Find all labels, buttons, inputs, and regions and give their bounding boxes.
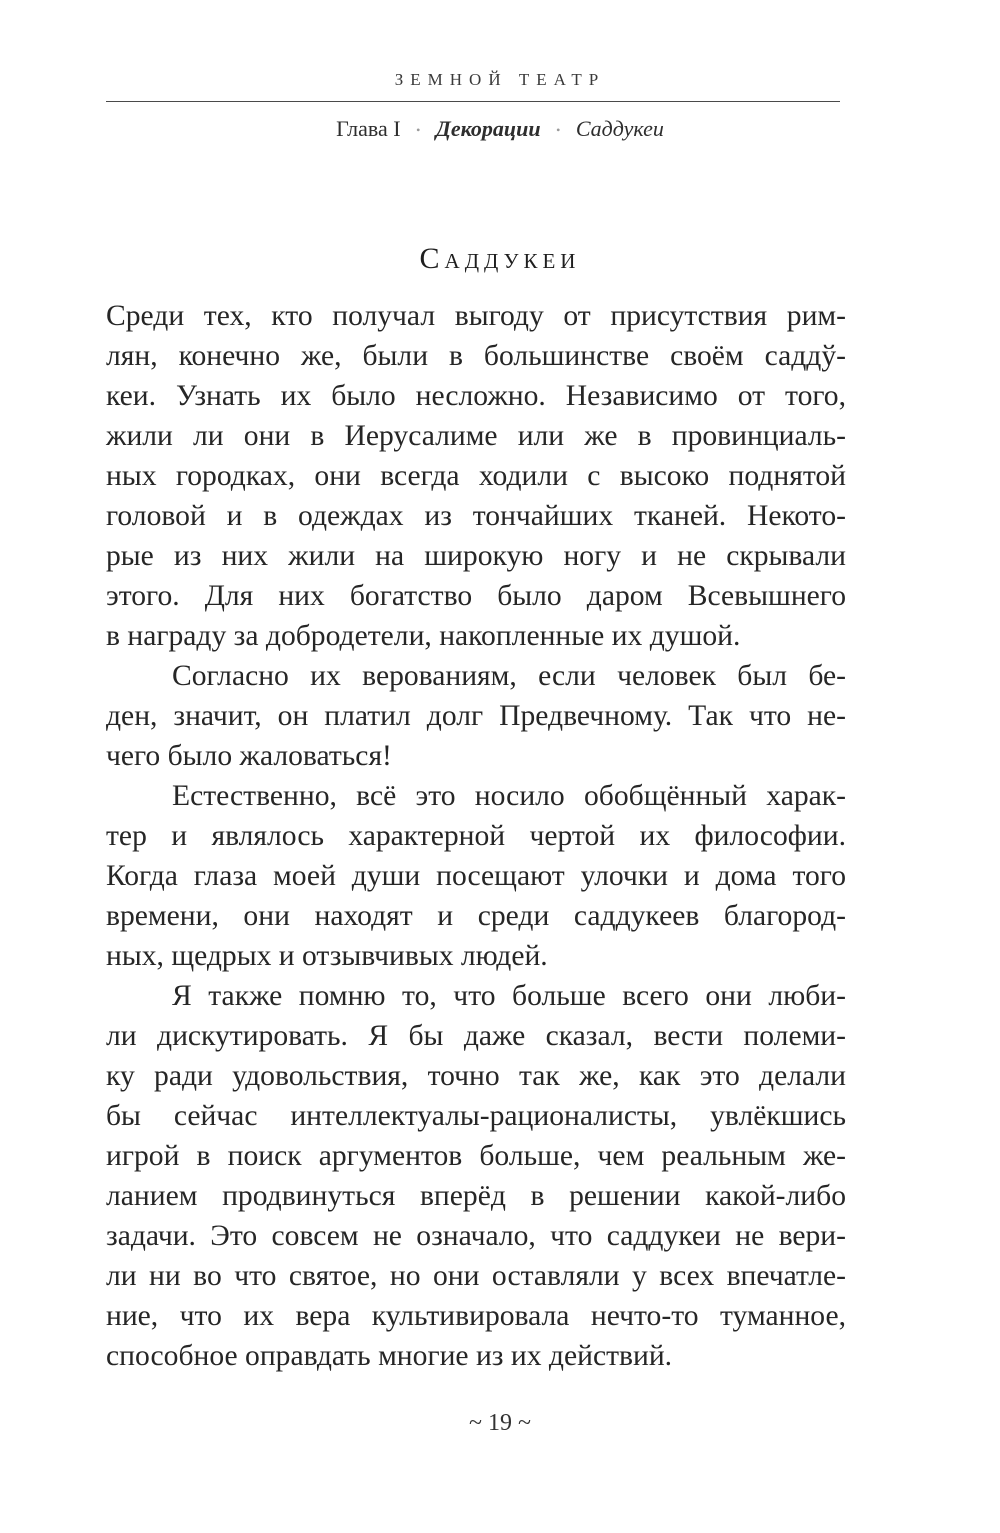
text-line: ние, что их вера культивировала нечто-то туманное, bbox=[106, 1300, 846, 1332]
breadcrumb-section: Декорации bbox=[435, 116, 541, 141]
text-line: ли ни во что святое, но они оставляли у всех впечатле- bbox=[106, 1260, 846, 1292]
text-line: рые из них жили на широкую ногу и не скрывали bbox=[106, 540, 846, 572]
text-line: Когда глаза моей души посещают улочки и дома того bbox=[106, 860, 846, 892]
text-line: лян, конечно же, были в большинстве своём саддў- bbox=[106, 340, 846, 372]
body-text bbox=[106, 296, 846, 1376]
running-title: ЗЕМНОЙ ТЕАТР bbox=[394, 70, 606, 89]
text-line: ли дискутировать. Я бы даже сказал, вести полеми- bbox=[106, 1020, 846, 1052]
text-line: ных городках, они всегда ходили с высоко поднятой bbox=[106, 460, 846, 492]
text-line: бы сейчас интеллектуалы-рационалисты, увлёкшись bbox=[106, 1100, 846, 1132]
breadcrumb-subsection: Саддукеи bbox=[575, 116, 664, 141]
breadcrumb-chapter: Глава I bbox=[336, 116, 401, 141]
text-line: ден, значит, он платил долг Предвечному. Так что не- bbox=[106, 700, 846, 732]
text-line: чего было жаловаться! bbox=[106, 740, 392, 772]
text-line: кеи. Узнать их было несложно. Независимо от того, bbox=[106, 380, 846, 412]
text-line: в награду за добродетели, накопленные их душой. bbox=[106, 620, 741, 652]
text-line: Среди тех, кто получал выгоду от присутствия рим- bbox=[106, 300, 846, 332]
text-line: Согласно их верованиям, если человек был бе- bbox=[172, 660, 846, 692]
text-line: ланием продвинуться вперёд в решении какой-либо bbox=[106, 1180, 846, 1212]
breadcrumb-separator: • bbox=[556, 123, 561, 138]
text-line: головой и в одеждах из тончайших тканей. Некото- bbox=[106, 500, 846, 532]
text-line: этого. Для них богатство было даром Всевышнего bbox=[106, 580, 846, 612]
text-line: задачи. Это совсем не означало, что саддукеи не вери- bbox=[106, 1220, 846, 1252]
breadcrumb bbox=[0, 116, 1000, 142]
text-line: ку ради удовольствия, точно так же, как это делали bbox=[106, 1060, 846, 1092]
text-line: игрой в поиск аргументов больше, чем реальным же- bbox=[106, 1140, 846, 1172]
header-rule bbox=[106, 101, 840, 102]
text-line: времени, они находят и среди саддукеев благород- bbox=[106, 900, 846, 932]
breadcrumb-separator: • bbox=[416, 123, 421, 138]
page-number: ~ 19 ~ bbox=[469, 1410, 531, 1436]
chapter-title: Саддукеи bbox=[419, 242, 581, 276]
text-line: Естественно, всё это носило обобщённый харак- bbox=[172, 780, 846, 812]
text-line: Я также помню то, что больше всего они люби- bbox=[172, 980, 846, 1012]
text-line: способное оправдать многие из их действий. bbox=[106, 1340, 673, 1372]
text-line: тер и являлось характерной чертой их философии. bbox=[106, 820, 846, 852]
text-line: ных, щедрых и отзывчивых людей. bbox=[106, 940, 548, 972]
text-line: жили ли они в Иерусалиме или же в провинциаль- bbox=[106, 420, 846, 452]
